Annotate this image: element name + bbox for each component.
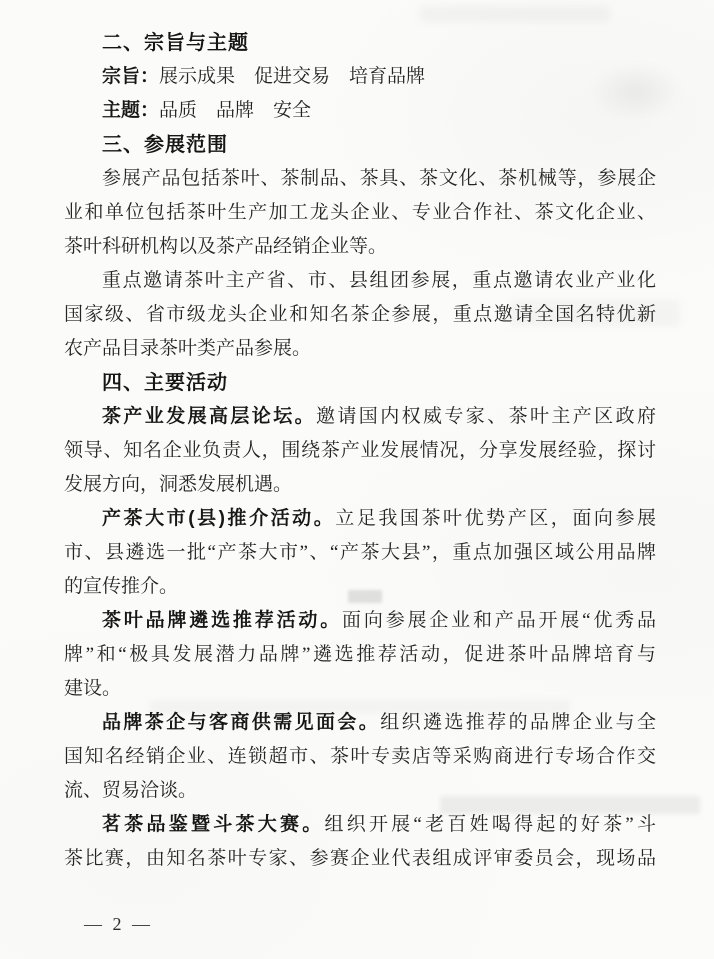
text-line [64, 774, 656, 808]
text-line [64, 94, 656, 128]
section-heading-main-activities [64, 366, 656, 400]
line-text: 国知名经销企业、连锁超市、茶叶专卖店等采购商进行专场合作交 [64, 746, 656, 767]
heading-text: 二、宗旨与主题 [102, 32, 249, 54]
text-line [64, 468, 656, 502]
line-text: 国家级、省市级龙头企业和知名茶企参展，重点邀请全国名特优新 [64, 304, 656, 325]
text-line [64, 400, 656, 434]
text-line [64, 332, 656, 366]
line-text: 流、贸易洽谈。 [64, 780, 198, 801]
section-heading-exhibit-scope [64, 128, 656, 162]
text-line [64, 570, 656, 604]
text-line [64, 638, 656, 672]
heading-text: 三、参展范围 [102, 134, 228, 156]
text-line [64, 672, 656, 706]
line-text: 邀请国内权威专家、茶叶主产区政府 [316, 406, 656, 427]
text-line [64, 298, 656, 332]
text-line [64, 162, 656, 196]
line-text: 面向参展企业和产品开展“优秀品 [342, 610, 656, 631]
text-line [64, 706, 656, 740]
line-text: 立足我国茶叶优势产区，面向参展 [335, 508, 656, 529]
text-line [64, 60, 656, 94]
line-text: 展示成果 促进交易 培育品牌 [159, 66, 426, 87]
text-line [64, 196, 656, 230]
line-text: 牌”和“极具发展潜力品牌”遴选推荐活动，促进茶叶品牌培育与 [64, 644, 656, 665]
text-line [64, 264, 656, 298]
section-heading-purpose-theme [64, 26, 656, 60]
line-text: 业和单位包括茶叶生产加工龙头企业、专业合作社、茶文化企业、 [64, 202, 656, 223]
label-purpose: 宗旨： [102, 66, 160, 87]
activity-title-brand-selection: 茶叶品牌遴选推荐活动。 [102, 610, 343, 631]
line-text: 市、县遴选一批“产茶大市”、“产茶大县”，重点加强区域公用品牌 [64, 542, 656, 563]
heading-text: 四、主要活动 [102, 372, 228, 394]
line-text: 参展产品包括茶叶、茶制品、茶具、茶文化、茶机械等，参展企 [102, 168, 656, 189]
line-text: 的宣传推介。 [64, 576, 179, 597]
activity-title-promotion: 产茶大市(县)推介活动。 [102, 508, 336, 529]
line-text: 组织遴选推荐的品牌企业与全 [380, 712, 656, 733]
text-line [64, 842, 656, 876]
label-theme: 主题： [102, 100, 160, 121]
activity-title-forum: 茶产业发展高层论坛。 [102, 406, 316, 427]
line-text: 重点邀请茶叶主产省、市、县组团参展，重点邀请农业产业化 [102, 270, 656, 291]
activity-title-tea-contest: 茗茶品鉴暨斗茶大赛。 [102, 814, 325, 835]
text-line [64, 604, 656, 638]
text-line [64, 434, 656, 468]
line-text: 品质 品牌 安全 [159, 100, 312, 121]
line-text: 发展方向，洞悉发展机遇。 [64, 474, 293, 495]
text-line [64, 536, 656, 570]
text-line [64, 808, 656, 842]
text-line [64, 502, 656, 536]
text-line [64, 230, 656, 264]
line-text: 建设。 [64, 678, 122, 699]
line-text: 茶叶科研机构以及茶产品经销企业等。 [64, 236, 388, 257]
line-text: 组织开展“老百姓喝得起的好茶”斗 [324, 814, 656, 835]
line-text: 领导、知名企业负责人，围绕茶产业发展情况，分享发展经验，探讨 [64, 440, 656, 461]
line-text: 茶比赛，由知名茶叶专家、参赛企业代表组成评审委员会，现场品 [64, 848, 656, 869]
line-text: 农产品目录茶叶类产品参展。 [64, 338, 312, 359]
text-line [64, 740, 656, 774]
page-number: — 2 — [84, 914, 153, 934]
activity-title-meeting: 品牌茶企与客商供需见面会。 [102, 712, 381, 733]
